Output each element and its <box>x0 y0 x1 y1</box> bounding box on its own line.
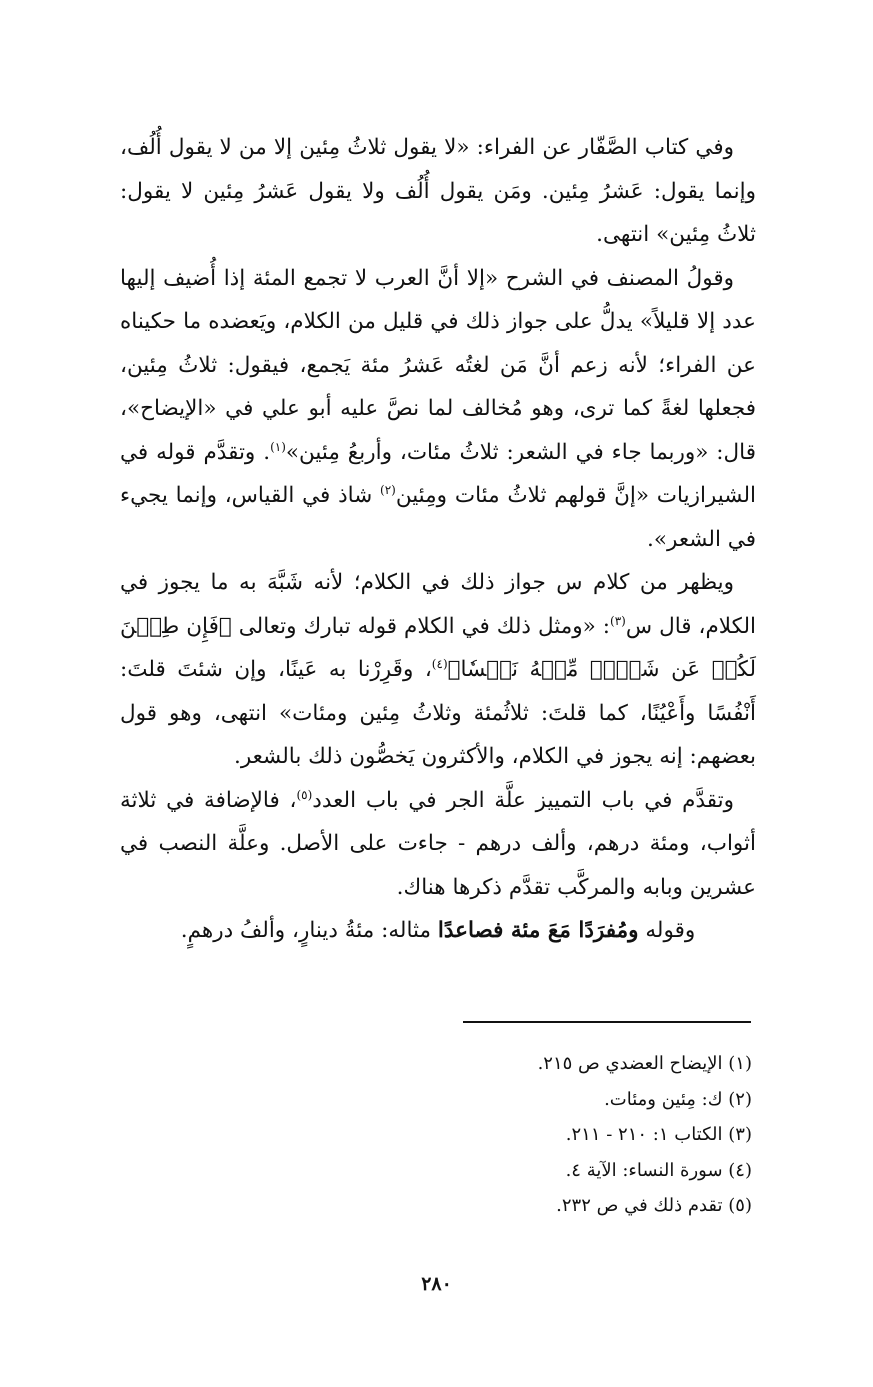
footnote-2: (٢) ك: مِئين ومئات. <box>604 1088 752 1110</box>
paragraph-5-lead: وقوله <box>638 918 696 943</box>
paragraph-2-text: وقولُ المصنف في الشرح «إلا أنَّ العرب لا تجمع المئة إذا أُضيف إليها عدد إلا قليلاً» يدلُّ على جواز ذلك في قليل من الكلام، ويَعضده ما حكيناه عن الفراء؛ لأنه زعم أنَّ مَن لغتُه عَشرُ مئة يَجمع، فيقول: ثلاثُ مِئين، فجعلها لغةً كما ترى، وهو مُخالف لما نصَّ عليه أبو علي في «الإيضاح»، قال: «وربما جاء في الشعر: ثلاثُ مئات، وأربعُ مِئين» <box>120 265 757 465</box>
footnote-separator <box>463 1021 751 1023</box>
paragraph-5-tail: مثاله: مئةُ دينارٍ، وألفُ درهمٍ. <box>180 918 438 943</box>
paragraph-2 <box>120 257 756 562</box>
paragraph-1: وفي كتاب الصَّفّار عن الفراء: «لا يقول ثلاثُ مِئين إلا من لا يقول أُلُف، وإنما يقول: عَشرُ مِئين. ومَن يقول أُلُف ولا يقول عَشرُ مِئين لا يقول: ثلاثُ مِئين» انتهى. <box>120 135 756 247</box>
paragraph-4 <box>120 779 756 910</box>
paragraph-4-text-b: ، فالإضافة في ثلاثة أثواب، ومئة درهم، وألف درهم - جاءت على الأصل. وعلَّة النصب في عشرين وبابه والمركَّب تقدَّم ذكرها هناك. <box>120 787 756 900</box>
footnote-ref-2: (٢) <box>380 482 396 497</box>
footnote-ref-3: (٣) <box>610 613 626 628</box>
footnote-5: (٥) تقدم ذلك في ص ٢٣٢. <box>556 1195 752 1216</box>
paragraph-2-text-b: . وتقدَّم قوله في الشيرازيات «إنَّ قولهم ثلاثُ مئات ومِئين <box>120 439 756 508</box>
main-text <box>120 126 756 953</box>
paragraph-3-text-b: : «ومثل ذلك في الكلام قوله تبارك وتعالى ﴿فَإِن طِبۡنَ لَكُمۡ عَن شَيۡءٖ مِّنۡهُ نَفۡسٗا﴾ <box>120 613 757 682</box>
paragraph-2-text-c: شاذ في القياس، وإنما يجيء في الشعر». <box>120 483 756 552</box>
footnote-1: (١) الإيضاح العضدي ص ٢١٥. <box>537 1053 752 1074</box>
footnote-3: (٣) الكتاب ١: ٢١٠ - ٢١١. <box>565 1124 752 1145</box>
paragraph-5-quoted-phrase: ومُفرَدًا مَعَ مئة فصاعدًا <box>437 918 639 943</box>
paragraph-5 <box>120 909 756 953</box>
paragraph-3-text-c: ، وقَرِرْنا به عَينًا، وإن شئتَ قلتَ: أَنْفُسًا وأَعْيُنًا، كما قلتَ: ثلاثُمئة وثلاثُ مِئين ومئات» انتهى، وهو قول بعضهم: إنه يجوز في الكلام، والأكثرون يَخصُّون ذلك بالشعر. <box>120 657 756 769</box>
paragraph-3 <box>120 561 756 779</box>
paragraph-4-text: وتقدَّم في باب التمييز علَّة الجر في باب العدد <box>312 787 734 813</box>
paragraph-3-text: ويظهر من كلام س جواز ذلك في الكلام؛ لأنه شَبَّهَ به ما يجوز في الكلام، قال س <box>120 570 756 639</box>
page-number: ٢٨٠ <box>421 1273 452 1295</box>
footnote-ref-4: (٤) <box>431 656 448 671</box>
footnotes <box>300 1046 752 1224</box>
footnote-ref-1: (١) <box>270 439 286 454</box>
footnote-4: (٤) سورة النساء: الآية ٤. <box>565 1159 752 1181</box>
footnote-ref-5: (٥) <box>296 787 313 802</box>
